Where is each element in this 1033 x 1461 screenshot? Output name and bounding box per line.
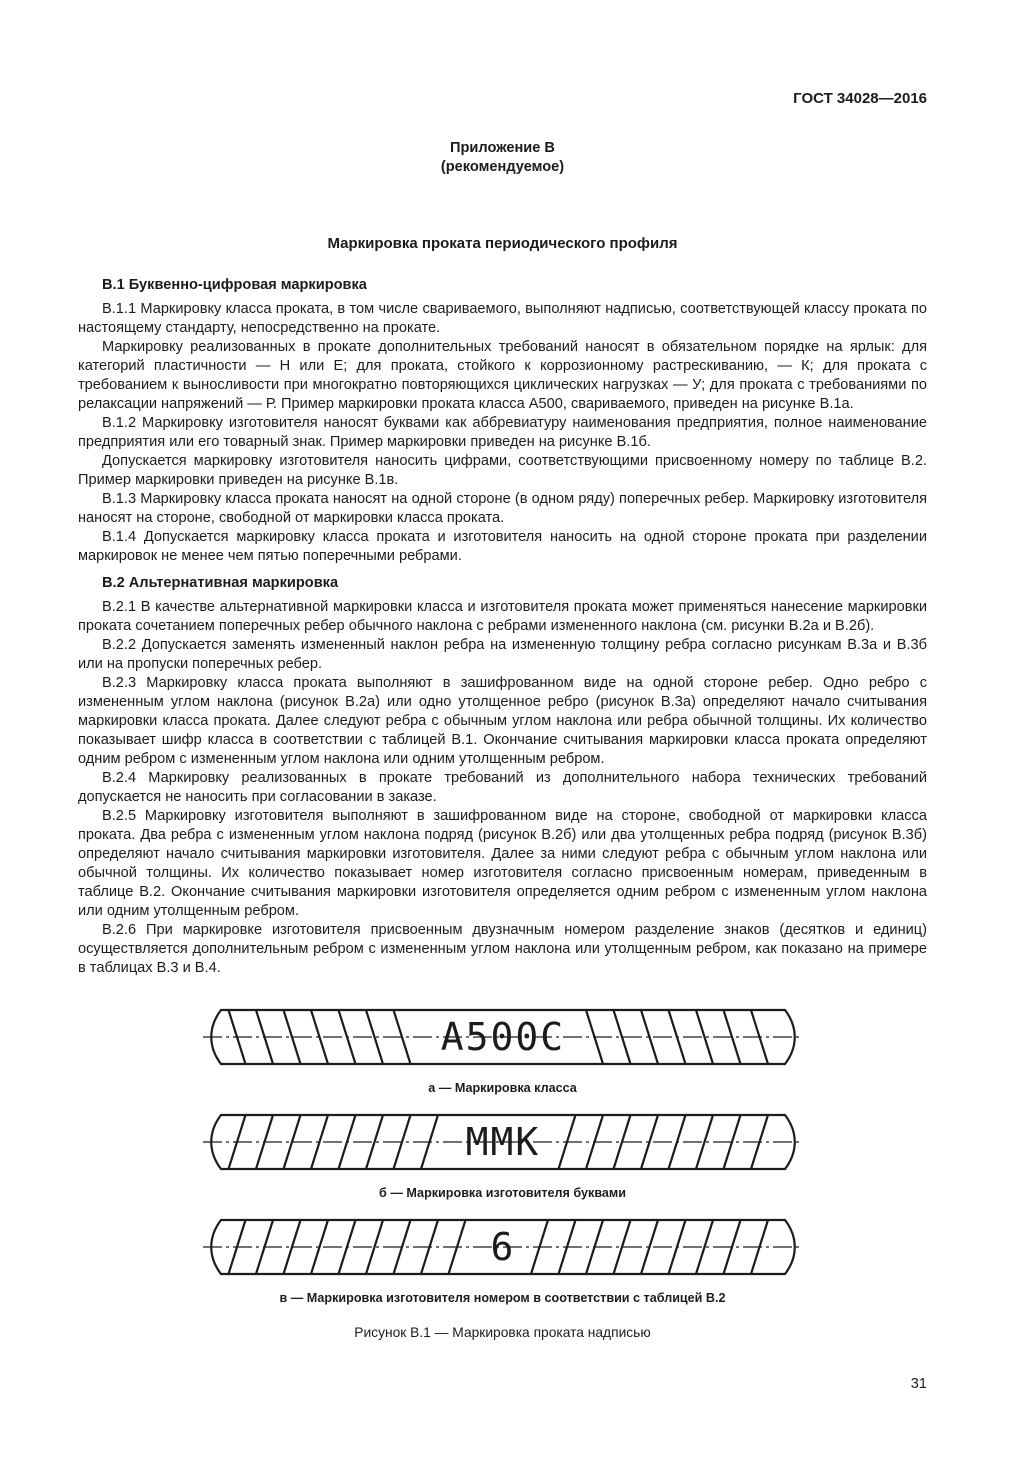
paragraph-b26: В.2.6 При маркировке изготовителя присвоенным двузначным номером разделение знаков (десятков и единиц) осуществляется дополнительным ребром с измененным углом наклона или утолщенным ребром, как показано на примере в таблицах В.3 и В.4. [78,922,927,976]
figure-a-caption: а — Маркировка класса [428,1081,577,1095]
figure-b [78,1109,927,1200]
appendix-block [78,139,927,177]
appendix-label: Приложение В [450,140,555,156]
doc-number: ГОСТ 34028—2016 [793,90,927,107]
paragraph-b14: В.1.4 Допускается маркировку класса проката и изготовителя наносить на одной стороне проката при разделении маркировок не менее чем пятью поперечными ребрами. [78,529,927,564]
paragraph-b12: В.1.2 Маркировку изготовителя наносят буквами как аббревиатуру наименования предприятия, полное наименование предприятия или его товарный знак. Пример маркировки приведен на рисунке В.1б. [78,415,927,450]
paragraph-b11: В.1.1 Маркировку класса проката, в том числе свариваемого, выполняют надписью, соответствующей классу проката по настоящему стандарту, непосредственно на прокате. [78,301,927,336]
figure-b-caption: б — Маркировка изготовителя буквами [379,1186,626,1200]
appendix-type: (рекомендуемое) [440,159,565,175]
rebar-drawing-class-marking [203,1004,803,1070]
svg-text:А500С: А500С [440,1015,565,1059]
paragraph-b22: В.2.2 Допускается заменять измененный наклон ребра на измененную толщину ребра согласно рисункам В.3а и В.3б или на пропуски поперечных ребер. [78,637,927,672]
section-heading-b1: В.1 Буквенно-цифровая маркировка [102,277,367,293]
figure-v-caption: в — Маркировка изготовителя номером в соответствии с таблицей В.2 [279,1291,726,1305]
paragraph-b23: В.2.3 Маркировку класса проката выполняют в зашифрованном виде на одной стороне ребер. Одно ребро с измененным углом наклона (рисунок В.2а) или одно утолщенное ребро (рисунок В.3а) определяют начало считывания маркировки класса проката. Далее следуют ребра с обычным углом наклона или ребра обычной толщины. Их количество показывает шифр класса в соответствии с таблицей В.1. Окончание считывания маркировки класса проката определяют одним ребром с измененным углом наклона или одним утолщенным ребром. [78,675,927,767]
rebar-drawing-manufacturer-number [203,1214,803,1280]
figure-a [78,1004,927,1095]
svg-text:ММК: ММК [465,1120,540,1164]
figure-v [78,1214,927,1305]
svg-text:6: 6 [490,1225,515,1269]
figure-b1-title: Рисунок В.1 — Маркировка проката надписью [354,1325,651,1340]
rebar-drawing-manufacturer-letters [203,1109,803,1175]
paragraph-b13: В.1.3 Маркировку класса проката наносят на одной стороне (в одном ряду) поперечных ребер. Маркировку изготовителя наносят на стороне, свободной от маркировки класса проката. [78,491,927,526]
section-heading-b2: В.2 Альтернативная маркировка [102,575,339,591]
paragraph-b24: В.2.4 Маркировку реализованных в прокате требований из дополнительного набора технических требований допускается не наносить при согласовании в заказе. [78,770,927,805]
figure-b1-group [78,1004,927,1340]
paragraph-b11b: Маркировку реализованных в прокате дополнительных требований наносят в обязательном порядке на ярлык: для категорий пластичности — Н или Е; для проката, стойкого к коррозионному растрескиванию, — К; для проката с требованием к выносливости при многократно повторяющихся циклических нагрузках — У; для проката с требованиями по релаксации напряжений — Р. Пример маркировки проката класса А500, свариваемого, приведен на рисунке В.1а. [78,339,927,412]
paragraph-b12b: Допускается маркировку изготовителя наносить цифрами, соответствующими присвоенному номеру по таблице В.2. Пример маркировки приведен на рисунке В.1в. [78,453,927,488]
paragraph-b25: В.2.5 Маркировку изготовителя выполняют в зашифрованном виде на стороне, свободной от маркировки класса проката. Два ребра с измененным углом наклона подряд (рисунок В.2б) или два утолщенных ребра подряд (рисунок В.3б) определяют начало считывания маркировки изготовителя. Далее за ними следуют ребра с обычным углом наклона или обычной толщины. Их количество показывает номер изготовителя согласно присвоенным номерам, приведенным в таблице В.2. Окончание считывания маркировки изготовителя определяется одним ребром с измененным углом наклона или одним утолщенным ребром. [78,808,927,919]
paragraph-b21: В.2.1 В качестве альтернативной маркировки класса и изготовителя проката может применяться нанесение маркировки проката сочетанием поперечных ребер обычного наклона с ребрами измененного наклона (см. рисунки В.2а и В.2б). [78,599,927,634]
page-number: 31 [910,1376,927,1392]
document-title: Маркировка проката периодического профиля [327,235,678,252]
